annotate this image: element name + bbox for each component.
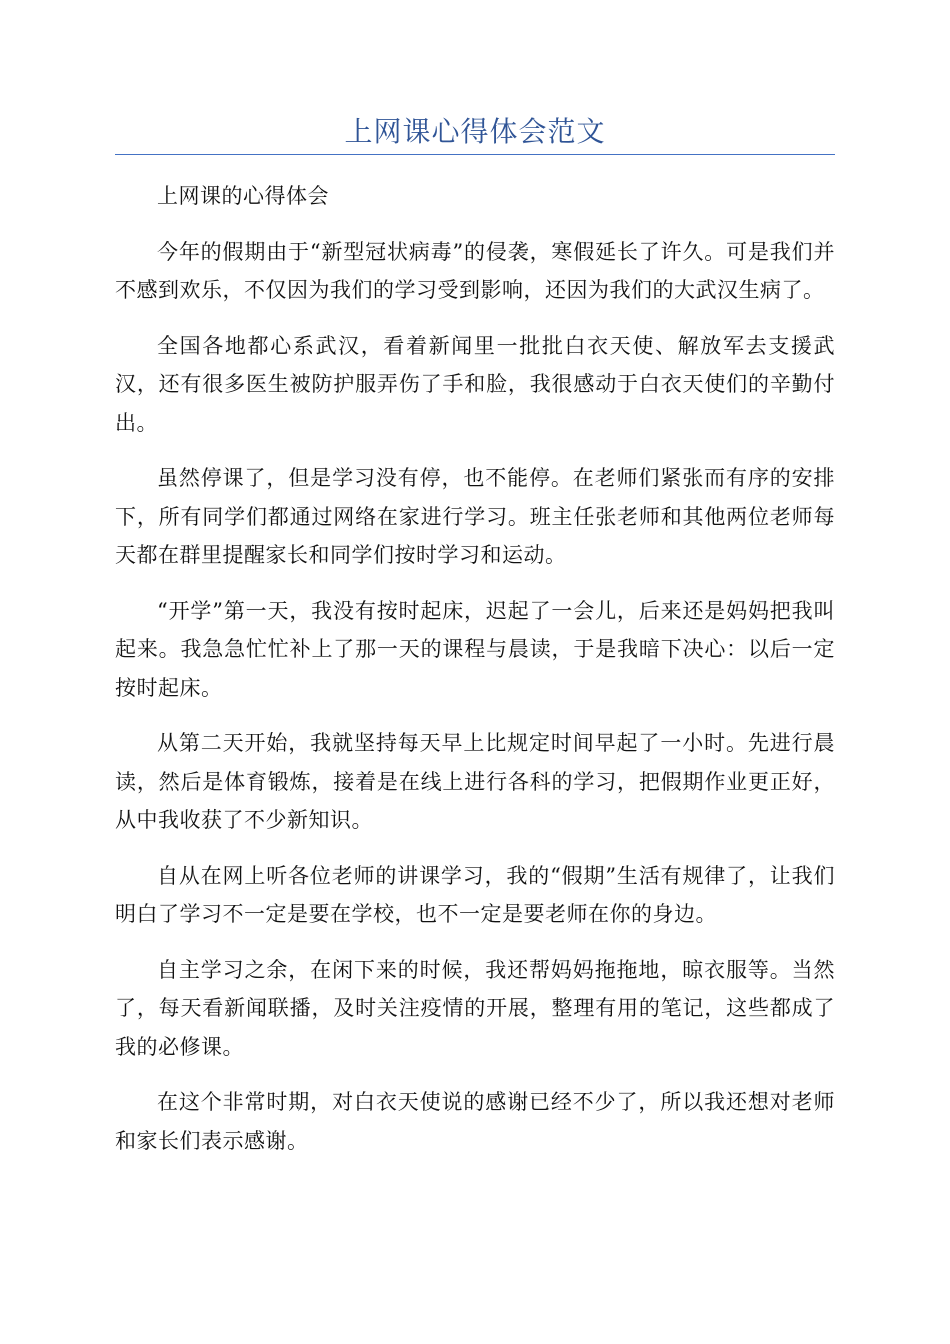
document-body — [115, 177, 835, 1177]
paragraph: 在这个非常时期，对白衣天使说的感谢已经不少了，所以我还想对老师和家长们表示感谢。 — [115, 1090, 835, 1153]
paragraph: “开学”第一天，我没有按时起床，迟起了一会儿，后来还是妈妈把我叫起来。我急急忙忙补上了那一天的课程与晨读，于是我暗下决心：以后一定按时起床。 — [115, 598, 835, 700]
paragraph: 今年的假期由于“新型冠状病毒”的侵袭，寒假延长了许久。可是我们并不感到欢乐，不仅因为我们的学习受到影响，还因为我们的大武汉生病了。 — [115, 239, 835, 302]
paragraph: 全国各地都心系武汉，看着新闻里一批批白衣天使、解放军去支援武汉，还有很多医生被防护服弄伤了手和脸，我很感动于白衣天使们的辛勤付出。 — [115, 333, 835, 435]
paragraph: 虽然停课了，但是学习没有停，也不能停。在老师们紧张而有序的安排下，所有同学们都通过网络在家进行学习。班主任张老师和其他两位老师每天都在群里提醒家长和同学们按时学习和运动。 — [115, 466, 835, 567]
paragraph: 自从在网上听各位老师的讲课学习，我的“假期”生活有规律了，让我们明白了学习不一定是要在学校，也不一定是要老师在你的身边。 — [115, 863, 835, 926]
paragraph: 从第二天开始，我就坚持每天早上比规定时间早起了一小时。先进行晨读，然后是体育锻炼，接着是在线上进行各科的学习，把假期作业更正好，从中我收获了不少新知识。 — [115, 731, 835, 832]
document-title: 上网课心得体会范文 — [344, 115, 606, 148]
title-underline-rule — [115, 154, 835, 155]
document-subtitle: 上网课的心得体会 — [157, 184, 329, 208]
paragraph: 自主学习之余，在闲下来的时候，我还帮妈妈拖拖地，晾衣服等。当然了，每天看新闻联播，及时关注疫情的开展，整理有用的笔记，这些都成了我的必修课。 — [115, 957, 835, 1059]
